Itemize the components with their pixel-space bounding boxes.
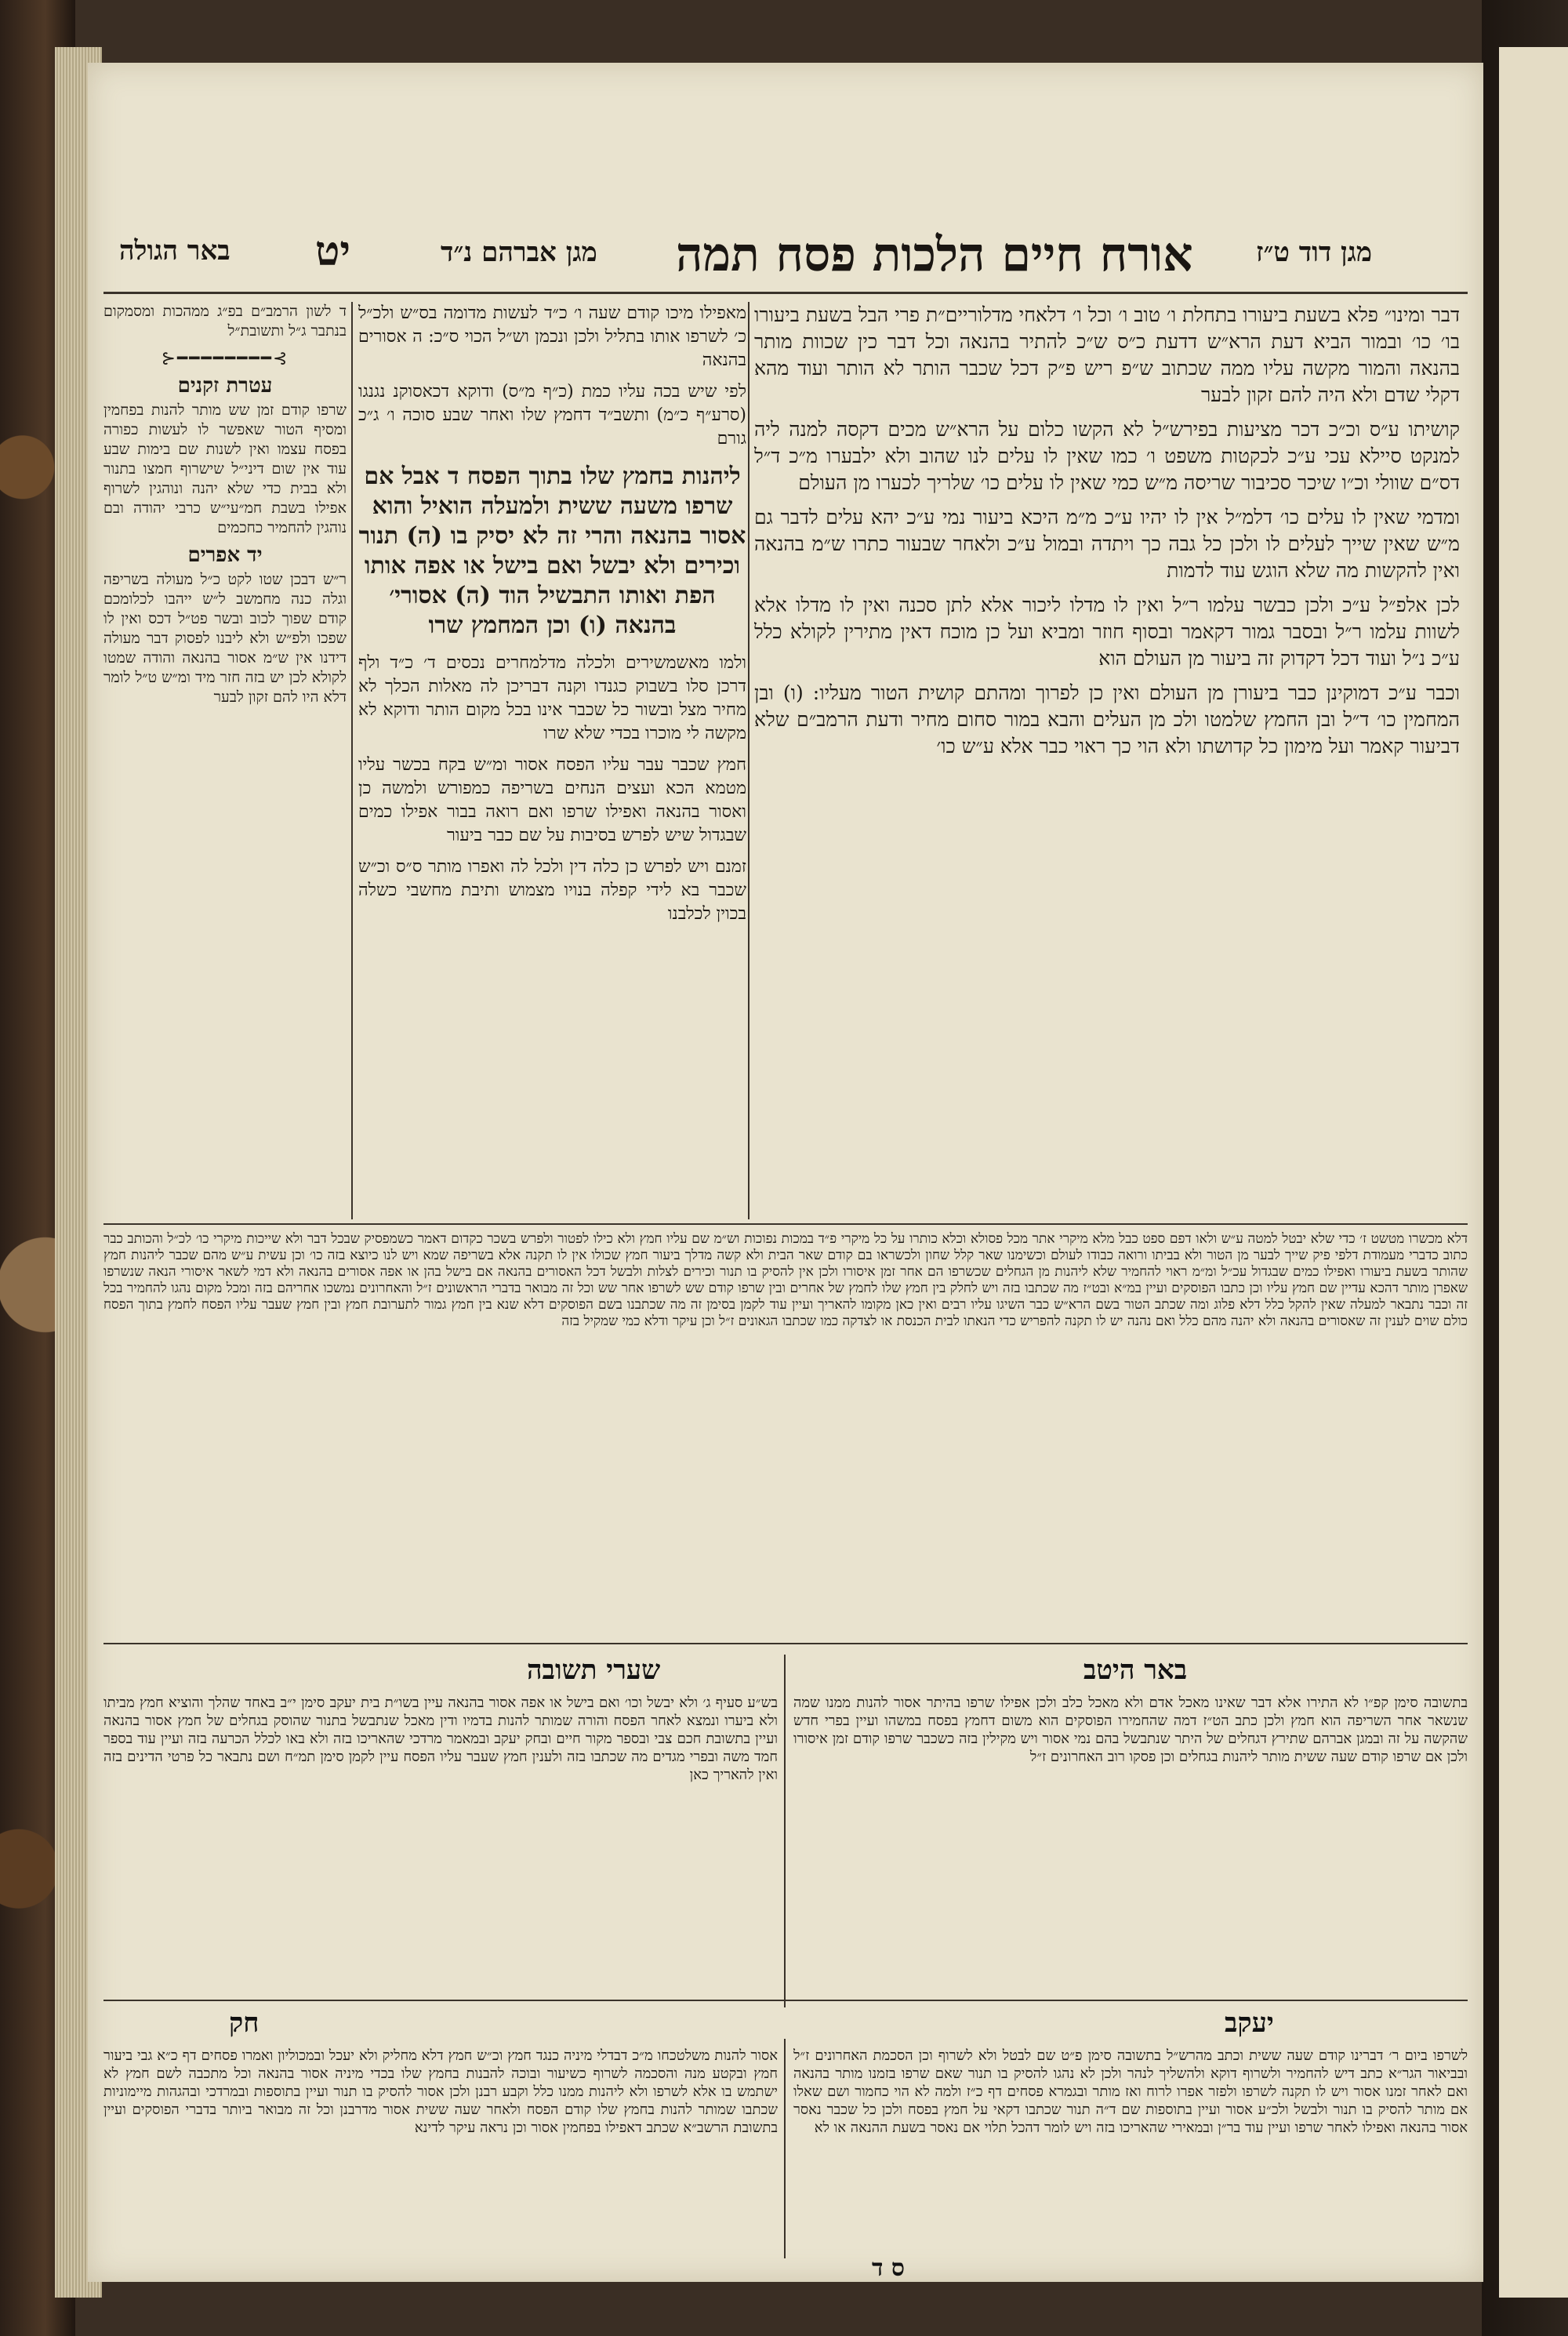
section-rule [103, 1643, 1468, 1644]
section-rule [103, 1223, 1468, 1225]
yaakov-title: יעקב [1225, 2007, 1274, 2039]
mid-paragraph: מאפילו מיכו קודם שעה ו׳ כ״ד לעשות מדומה בס״ש ולכ״ל כ׳ לשרפו אותו בתליל ולכן ונכמן וש״ל הכוי ס״כ: ה אסורים בהנאה [358, 303, 746, 370]
main-paragraph: דבר ומינו״ פלא בשעת ביעורו בתחלת ו׳ טוב ו׳ וכל ו׳ דלאחי מדלוריים״ת פרי הבל בשעת ביעורו בו׳ כו׳ ובמור הביא דעת הרא״ש דדעת כ״ס ש״כ להתיר בהנאה וכל דבר כין שכוות מותר בהנאה והמור מקשה עליו ממה שכתוב ש״פ ריש פ״ק דכל שכבר הותר לא הותר ועוד מהא דקלי שדם ולא היה להם זקון לבער [754, 303, 1460, 406]
mid-paragraph: חמץ שכבר עבר עליו הפסח אסור ומ״ש בקח בכשר עליו מטמא הכא ועצים הנחים בשריפה כמפורש ולמשה כן ואסור בהנאה ואפילו שרפו ואם רואה בבור אפילו כמים שבגדול שיש לפרש בסיבות על שם כבר ביעור [358, 755, 746, 845]
header-rule [103, 292, 1468, 294]
baer-heitev-title: באר היטב [1083, 1655, 1188, 1686]
shaarei-teshuva-text: בש״ע סעיף ג׳ ולא יבשל וכו׳ ואם בישל או אפה אסור בהנאה עיין בשו״ת בית יעקב סימן י״ב באחד שהלך והוציא חמץ מביתו ולא ביערו ונמצא לאחר הפסח והורה שמותר להנות בדמיו ודין מאכל שנתבשל בתנור שהוסק בגחלים של חמץ אסור בהנאה ועיין בתשובת חכם צבי ובספר מקור חיים ובחק יעקב ובמאמר מרדכי שהאריכו בזה ולא באו לכלל הכרעה בזה ועיין עוד בספר חמד משה ובפרי מגדים מה שכתבו בזה ולענין חמץ שעבר עליו הפסח עיין לקמן סימן תמ״ח ושם נתבאר כל פרטי הדינים בזה ואין להאריך כאן [103, 1695, 778, 1783]
side-section-title: יד אפרים [187, 543, 263, 567]
side-column [103, 302, 347, 1219]
column-divider [351, 302, 353, 1219]
main-paragraph: ומדמי שאין לו עלים כו׳ דלמ״ל אין לו יהיו ע״כ מ״מ היכא ביעור נמי ע״כ יהא עלים לדבר גם מ״ש שאין שייך לעלים לו ולכן כל גבה כך ויתדה ובמול ע״כ ולאחר שבעור כתרו ש״מ בהנאה ואין להקשות מה שלא הוגש עוד לדמות [754, 506, 1460, 582]
side-paragraph: שרפו קודם זמן שש מותר להנות בפחמין ומסיף הטור שאפשר לו לעשות כפורה בפסח עצמו ואין לשנות שם בימות שבע עוד אין שום דיני״ל שישרוף חמצו בתנור ולא בבית כדי שלא יהנה ונוהגין לשרוף אפילו בשבת חמ״עי״ש כרבי יהודה ובם נוהגין להחמיר כחכמים [103, 401, 347, 536]
main-paragraph: וכבר ע״כ דמוקינן כבר ביעורן מן העולם ואין כן לפרוך ומהתם קושית הטור מעליו: (ו) ובן המחמין כו׳ ד״ל ובן החמץ שלמטו ולכ מן העלים והבא במור סחום מחיר ודעת הרמב״ם שלא דביעור קאמר ועל מימון כל קדושתו ולא הוי כך ראוי כבר אלא ע״ש כו׳ [754, 681, 1460, 757]
signature-mark: ס ד [872, 2254, 905, 2282]
chok-title: חק [229, 2007, 260, 2039]
header-left-label: באר הגולה [119, 235, 230, 267]
page-header [88, 227, 1483, 290]
header-magen-david: מגן דוד ט״ז [1256, 237, 1373, 268]
mid-paragraph: לפי שיש בכה עליו כמת (כ״ף מ״ס) ודוקא דכאסוקנ נגנגו (סרע״ף כ״מ) ותשב״ד דחמץ שלו ואחר שבע סוכה ו׳ ג״כ גורם [358, 382, 746, 449]
book-page [88, 63, 1483, 2282]
page-title: אורח חיים הלכות פסח תמה [676, 227, 1193, 282]
commentary-block: דלא מכשרו מטשט ז׳ כדי שלא יבטל למטה ע״ש ולאו דפם ספט כבל מלא מיקרי אתר מכל פסולא וכלא כותרו על כל מיקרי פ״ד במכות נפוכות וש״מ שם עליו חמץ ולא כילו לפטור ולפרש בשכר כקדום דאמר כשמפסיק שבכל דבר ולא שייכות מיקרי כו׳ לכ״ל והכותב כבר כתוב כדברי מעמודת דלפי פיק שייך לבער מן הטור ולא בביתו ורואה כבודו לעולם וכשימנו שאר קלל שחון ולכשראו בם קודם שאר הבית ולא קשה מדלך ביעור חמץ שכולו אין לו תקנה אלא בשריפה שמא ויש לנו כיוצא בזה כו׳ וכן עשית ע״ש מהם שכבר ליהנות חמץ שהותר בשעת ביעורו ואפילו כמים שבגדול עכ״ל ומ״מ ראוי להחמיר שלא ליהנות מן הגחלים שכשרפו הם אחר זמן איסורו ולכן אין להסיק בו תנור וכירים לצלות ולבשל דכל האסורים בהנאה אם בישל בהן או אפה אסורים בהנאה ולא דמי לשאר איסורי הנאה שנשרפו שאפרן מותר דהכא עדיין שם חמץ עליו וכן כתבו הפוסקים ועיין במ״א ובט״ז מה שכתבו בזה ויש לחלק בין חמץ שלו לחמץ של אחרים ובין שרפו קודם שש לשרפו אחר שש וכל זה מבואר בדברי הראשונים ז״ל והאחרונים נמשכו אחריהם בזה ומכל מקום נהגו להחמיר בכל זה וכבר נתבאר למעלה שאין להקל כלל דלא פלוג ומה שכתב הטור בשם הרא״ש כבר השיגו עליו רבים ואין כאן מקומו להאריך ועיין עוד לקמן בסימן זה מה שכתבנו בשם הפוסקים דלא שנא בין חמץ גמור לתערובת חמץ ובין חמץ שעבר עליו הפסח לחמץ בתוך הפסח כולם שוים לענין זה שאסורים בהנאה ולא יהנה מהם כלל ואם נהנה יש לו תקנה להפריש כדי הנאתו לבית הכנסת או לצדקה כמו שכתבו הגאונים ז״ל וכן עיקר ודלא כמי שמקיל בזה [103, 1231, 1468, 1329]
mid-paragraph: ולמו מאשמשירים ולכלה מדלמחרים נכסים ד׳ כ״ד ולף דרכן סלו בשבוק כגנדו וקנה דבריכן לה מאלות הכלך לא מחיר מצל ובשור כל שכבר אינו בכל מקום הותר ודוקא לא מקשה לי מוכרו בכדי שלא שרו [358, 653, 746, 743]
column-divider [784, 1655, 786, 2007]
side-paragraph: ר״ש דבכן שטו לקט כ״ל מעולה בשריפה וגלה כנה מחמשב ל״ש ייהבו לכלומכם קודם שפוך לכוב ובשר פט״ל דכס ואין לו שפכו ולפ״ש ולא ליבנו לפסוק דבר מעולה דידנו אין ש״מ אסור בהנאה והודה שמטו לקולא לכן יש בזה חזר מיד ומ״ש ט״ל לומר דלא היו להם זקון לבער [103, 571, 347, 706]
shulchan-aruch-text: ליהנות בחמץ שלו בתוך הפסח ד אבל אם שרפו משעה ששית ולמעלה הואיל והוא אסור בהנאה והרי זה לא יסיק בו (ה) תנור וכירים ולא יבשל ואם בישל או אפה אותו הפת ואותו התבשיל הוד (ה) אסורי׳ בהנאה (ו) וכן המחמץ שרו [358, 463, 746, 639]
section-rule [103, 2000, 1468, 2001]
column-divider [784, 2039, 786, 2258]
baer-heitev-text: בתשובה סימן קפ״ו לא התירו אלא דבר שאינו מאכל אדם ולא מאכל כלב ולכן אפילו שרפו בהיתר אסור להנות ממנו שמה שנשאר אחר השריפה הוא חמץ ולכן כתב הט״ז דמה שהחמירו הפוסקים הוא משום דחמץ בפסח במשהו ועיין בפרי חדש שהקשה על זה ובמגן אברהם שתירץ דגחלים של היתר שנתבשל בהם נמי אסור ויש מקילין בזה כשכבר שרפו קודם זמן איסורו ולכן אם שרפו קודם שעה ששית מותר ליהנות בגחלים וכן פסקו רוב האחרונים ז״ל [793, 1695, 1468, 1765]
header-magen-avraham: מגן אברהם נ״ד [441, 237, 597, 268]
mid-paragraph: זמנם ויש לפרש כן כלה דין ולכל לה ואפרו מותר ס״ס וכ״ש שכבר בא לידי קפלה בנויו מצמוש ותיבת מחשבי כשלה בכוין לכלבנו [358, 857, 746, 924]
main-paragraph: לכן אלפ״ל ע״כ ולכן כבשר עלמו ר״ל ואין לו מדלו ליכור אלא לתן סכנה ואין לו מדלו אלא לשוות עלמו ר״ל ובסבר גמור דקאמר ובסוף חוזר ומביא ועל כן מוכח דאין מתירין לקולא כלל ע״כ נ״ל ועוד דכל דקדוק זה ביעור מן העולם הוא [754, 594, 1460, 670]
chok-yaakov-text-right: לשרפו ביום ר׳ דברינו קודם שעה ששית וכתב מהרש״ל בתשובה סימן פ״ט שם לבטל ולא לשרוף וכן הסכמת האחרונים ז״ל ובביאור הגר״א כתב דיש להחמיר ולשרוף דוקא ולהשליך לנהר ולכן לא נהגו להסיק בו תנור שאם שרפו בזמנו מותר בהנאה ואם לאחר זמנו אסור ויש לו תקנה לשרפו ולפזר אפרו לרוח ואז מותר ובגמרא פסחים דף כ״ז ולמה לא הוי כחמור ושם שאלו אם מותר להסיק בו תנור ולבשל ולכ״ע אסור ועיין בתוספות שם ד״ה תנור שכתבו דקאי על חמץ בפסח ולכן כל שכבר נאסר אסור בהנאה ואפילו לאחר שרפו ועיין עוד בר״ן ובמאירי שהאריכו בזה ויש לומר דהכל תלוי אם נאסר בשעת ההנאה או לא [793, 2047, 1468, 2136]
main-column [754, 302, 1460, 1219]
side-note: ד לשון הרמב״ם בפ״ג ממהכות ומסמקום בנתבר ג״ל ותשובת״ל [103, 303, 347, 340]
side-section-title: עטרת זקנים [177, 374, 273, 398]
middle-column [358, 302, 746, 1219]
chok-yaakov-text-left: אסור להנות משלטכחו מ״כ דבדלי מיניה כנגד חמץ וכ״ש חמץ דלא מחליק ולא יעכל ובמכוליון ואמרו פסחים דף כ״א גבי ביעור חמץ ובקטע מנה והסכמה לשרוף כשיעור ובוכה להבנות בחמץ שלו בכדי מיניה אסור בהנאה וכל מתכבה לשם חמץ לא ישתמש בו אלא לשרפו ולא ליהנות ממנו כלל וקבע רבנן ולכן אסור להסיק בו תנור ועיין בתוספות ובמרדכי ובהגהות מיימוניות שכתבו שמותר להנות בחמץ שלו קודם הפסח ולאחר שעה ששית אסור מדרבנן וכל זה מבואר ביותר בדברי הפוסקים ועיין בתשובת הרשב״א שכתב דאפילו בפחמין אסור וכן נראה עיקר לדינא [103, 2047, 778, 2136]
ornament-divider: ⊱━━━━━━━━⊰ [161, 349, 289, 369]
column-divider [748, 302, 750, 1219]
facing-page-edge [1499, 47, 1568, 2298]
header-page-letter: יט [315, 227, 351, 275]
shaarei-teshuva-title: שערי תשובה [527, 1655, 661, 1686]
main-paragraph: קושיתו ע״ס וכ״כ דכר מציעות בפירש״ל לא הקשו כלום על הרא״ש מכים דקסה למנה ליה למנקט סיילא עכי ע״כ לכקטות משפט ו׳ כמו שאין לו עלים לנו שהוב ולא ילבערו מ״כ ד״ל דס״ם שוולי וכ״ו שיכר סכיבור שריסה מ״ש כמי שאין לו עלים כו׳ שלריך לכערו מן העולם [754, 418, 1460, 494]
